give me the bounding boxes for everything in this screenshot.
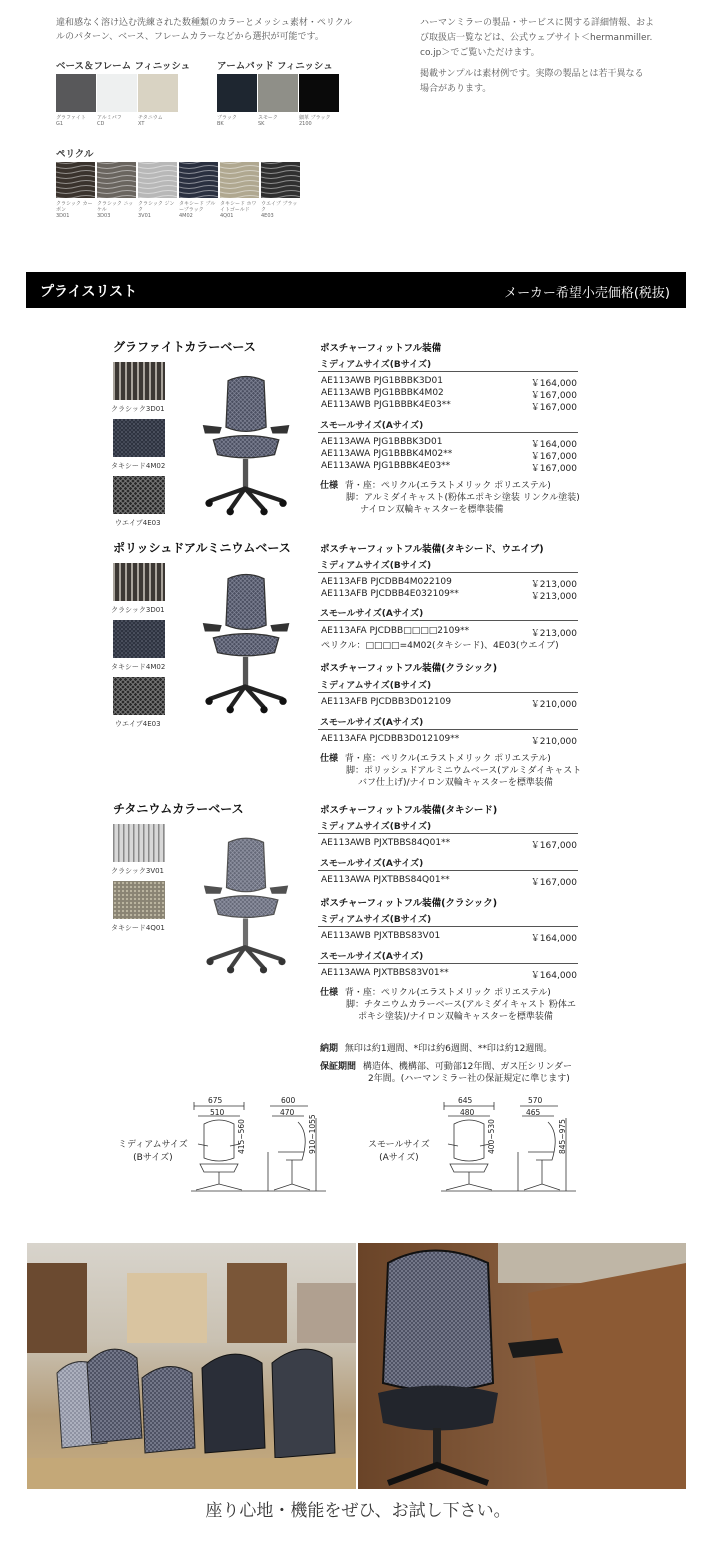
swatch-code: G1 bbox=[56, 121, 64, 127]
finish-swatch bbox=[56, 74, 96, 112]
warranty-label: 保証期間 bbox=[320, 1062, 357, 1072]
finish-swatch bbox=[138, 74, 178, 112]
chip-label: タキシード4M02 bbox=[111, 462, 166, 470]
polished-product1: ポスチャーフィットフル装備(タキシード、ウエイブ) bbox=[320, 544, 544, 555]
rule bbox=[318, 870, 578, 871]
dim-number: 465 bbox=[526, 1108, 541, 1117]
intro-left bbox=[56, 16, 396, 44]
swatch-name: チタニウム bbox=[138, 115, 163, 121]
delivery-label: 納期 bbox=[320, 1044, 339, 1054]
swatch-code: CD bbox=[97, 121, 105, 127]
chip-tuxedo-4m02 bbox=[113, 419, 165, 457]
titanium-product2: ポスチャーフィットフル装備(クラシック) bbox=[320, 898, 498, 909]
swatch-code: 3D03 bbox=[97, 213, 111, 219]
spec-line: 背・座：ペリクル(エラストメリック ポリエステル) bbox=[344, 481, 551, 491]
chip-classic-3d01 bbox=[113, 362, 165, 400]
swatch-label bbox=[220, 201, 260, 219]
swatch-name: タキシード ブルーブラック bbox=[179, 201, 216, 213]
swatch-label bbox=[261, 201, 301, 219]
chip-classic-3v01 bbox=[113, 824, 165, 862]
swatch-name: クラシック ニッケル bbox=[97, 201, 134, 213]
swatch-code: 2100 bbox=[299, 121, 312, 127]
price-list-title: プライスリスト bbox=[40, 284, 138, 300]
polished-small: スモールサイズ(Aサイズ) bbox=[320, 718, 424, 728]
intro-right bbox=[420, 16, 700, 97]
delivery bbox=[320, 1043, 552, 1055]
base-finish-title: ベース＆フレーム フィニッシュ bbox=[56, 61, 191, 72]
swatch-name: クラシック ジンク bbox=[138, 201, 175, 213]
swatch-name: 細革 ブラック bbox=[299, 115, 331, 121]
dim-number: 645 bbox=[458, 1096, 473, 1105]
titanium-medium: ミディアムサイズ(Bサイズ) bbox=[320, 915, 432, 925]
swatch-name: タキシード ホワイトゴールド bbox=[220, 201, 257, 213]
swatch-name: ウエイブ ブラック bbox=[261, 201, 298, 213]
pellicle-swatch bbox=[138, 162, 177, 198]
rule bbox=[318, 371, 578, 372]
chip-tuxedo-4q01 bbox=[113, 881, 165, 919]
swatch-label bbox=[138, 115, 178, 127]
rule bbox=[318, 729, 578, 730]
rule bbox=[318, 620, 578, 621]
dim-small-label bbox=[368, 1137, 430, 1163]
swatch-name: グラファイト bbox=[56, 115, 86, 121]
warranty-text: 構造体、機構部、可動部12年間、ガス圧シリンダー bbox=[362, 1062, 572, 1072]
chip-wave-4e03 bbox=[113, 476, 165, 514]
graphite-product: ポスチャーフィットフル装備 bbox=[320, 343, 442, 354]
polished-spec bbox=[320, 753, 551, 765]
chip-wave-4e03 bbox=[113, 677, 165, 715]
dim-label-line: ミディアムサイズ bbox=[118, 1140, 188, 1150]
spec-line: ナイロン双輪キャスターを標準装備 bbox=[360, 505, 504, 515]
chip-label: クラシック3V01 bbox=[111, 867, 165, 875]
photo-caption: 座り心地・機能をぜひ、お試し下さい。 bbox=[205, 1501, 511, 1521]
dim-number: 400~530 bbox=[487, 1119, 496, 1154]
swatch-label bbox=[299, 115, 339, 127]
spec-line: 脚：チタニウムカラーベース(アルミダイキャスト 粉体エ bbox=[346, 1000, 576, 1010]
swatch-code: 4Q01 bbox=[220, 213, 234, 219]
pellicle-swatch bbox=[179, 162, 218, 198]
spec-line: 脚：ポリッシュドアルミニウムベース(アルミダイキャスト bbox=[346, 766, 582, 776]
chip-tuxedo-4m02 bbox=[113, 620, 165, 658]
finish-swatch bbox=[97, 74, 137, 112]
swatch-code: XT bbox=[138, 121, 145, 127]
spec-label: 仕様 bbox=[320, 481, 339, 491]
swatch-code: 4M02 bbox=[179, 213, 193, 219]
warranty bbox=[320, 1061, 572, 1073]
showroom-photo-left-art bbox=[27, 1243, 356, 1489]
rule bbox=[318, 963, 578, 964]
price-list-subtitle: メーカー希望小売価格(税抜) bbox=[504, 286, 670, 301]
spec-label: 仕様 bbox=[320, 988, 339, 998]
pellicle-swatch bbox=[56, 162, 95, 198]
swatch-code: 3V01 bbox=[138, 213, 151, 219]
swatch-label bbox=[138, 201, 178, 219]
swatch-label bbox=[97, 201, 137, 219]
polished-note: ペリクル：□□□□=4M02(タキシード)、4E03(ウエイブ) bbox=[321, 641, 559, 651]
polished-medium: ミディアムサイズ(Bサイズ) bbox=[320, 561, 432, 571]
chip-label: クラシック3D01 bbox=[111, 606, 165, 614]
titanium-spec bbox=[320, 987, 551, 999]
swatch-label bbox=[179, 201, 219, 219]
pellicle-swatch bbox=[220, 162, 259, 198]
dim-number: 600 bbox=[281, 1096, 296, 1105]
dim-number: 480 bbox=[460, 1108, 475, 1117]
intro-right-line: co.jp＞でご覧いただけます。 bbox=[420, 48, 540, 58]
chip-label: タキシード4Q01 bbox=[111, 924, 165, 932]
price-list-header bbox=[26, 272, 686, 308]
swatch-label bbox=[258, 115, 298, 127]
chip-label: クラシック3D01 bbox=[111, 405, 165, 413]
swatch-label bbox=[217, 115, 257, 127]
polished-product2: ポスチャーフィットフル装備(クラシック) bbox=[320, 663, 498, 674]
dim-label-line: (Bサイズ) bbox=[133, 1153, 173, 1163]
dim-label-line: スモールサイズ bbox=[368, 1140, 430, 1150]
titanium-small: スモールサイズ(Aサイズ) bbox=[320, 859, 424, 869]
spec-line: ポキシ塗装)/ナイロン双輪キャスターを標準装備 bbox=[358, 1012, 553, 1022]
titanium-title: チタニウムカラーベース bbox=[113, 802, 244, 816]
swatch-code: SK bbox=[258, 121, 265, 127]
finish-swatch bbox=[299, 74, 339, 112]
titanium-product1: ポスチャーフィットフル装備(タキシード) bbox=[320, 805, 498, 816]
rule bbox=[318, 926, 578, 927]
swatch-code: BK bbox=[217, 121, 224, 127]
graphite-spec bbox=[320, 480, 551, 492]
polished-small: スモールサイズ(Aサイズ) bbox=[320, 609, 424, 619]
dim-number: 570 bbox=[528, 1096, 543, 1105]
titanium-medium: ミディアムサイズ(Bサイズ) bbox=[320, 822, 432, 832]
spec-line: 背・座：ペリクル(エラストメリック ポリエステル) bbox=[344, 988, 551, 998]
showroom-photo-right bbox=[358, 1243, 686, 1489]
finish-swatch bbox=[217, 74, 257, 112]
chair-polished-image bbox=[190, 566, 300, 716]
chip-label: ウエイブ4E03 bbox=[115, 519, 161, 527]
intro-right-line: び取扱店一覧などは、公式ウェブサイト＜hermanmiller. bbox=[420, 33, 653, 43]
intro-right-line: 掲載サンプルは素材例です。実際の製品とは若干異なる bbox=[420, 69, 644, 79]
swatch-label bbox=[97, 115, 137, 127]
swatch-label bbox=[56, 201, 96, 219]
spec-line: 背・座：ペリクル(エラストメリック ポリエステル) bbox=[344, 754, 551, 764]
intro-left-line: 違和感なく溶け込む洗練された数種類のカラーとメッシュ素材・ペリクル bbox=[56, 18, 353, 28]
rule bbox=[318, 572, 578, 573]
dim-number: 415~560 bbox=[237, 1119, 246, 1154]
spec-line: バフ仕上げ)/ナイロン双輪キャスターを標準装備 bbox=[358, 778, 553, 788]
pellicle-swatch bbox=[97, 162, 136, 198]
swatch-code: 4E03 bbox=[261, 213, 274, 219]
swatch-label bbox=[56, 115, 96, 127]
intro-left-line: ルのパターン、ベース、フレームカラーなどから選択が可能です。 bbox=[56, 32, 324, 42]
swatch-name: アルミパフ bbox=[97, 115, 122, 121]
dim-number: 910~1055 bbox=[308, 1114, 317, 1154]
polished-medium: ミディアムサイズ(Bサイズ) bbox=[320, 681, 432, 691]
swatch-code: 3D01 bbox=[56, 213, 70, 219]
arm-finish-title: アームパッド フィニッシュ bbox=[217, 61, 333, 72]
dim-number: 510 bbox=[210, 1108, 225, 1117]
graphite-title: グラファイトカラーベース bbox=[113, 340, 256, 354]
dim-label-line: (Aサイズ) bbox=[379, 1153, 419, 1163]
swatch-name: スモーク bbox=[258, 115, 278, 121]
warranty-text: 2年間。(ハーマンミラー社の保証規定に準じます) bbox=[368, 1074, 570, 1084]
chip-classic-3d01 bbox=[113, 563, 165, 601]
polished-title: ポリッシュドアルミニウムベース bbox=[113, 541, 291, 555]
graphite-medium: ミディアムサイズ(Bサイズ) bbox=[320, 360, 432, 370]
chair-titanium-image bbox=[192, 830, 298, 976]
spec-line: 脚：アルミダイキャスト(粉体エポキシ塗装 リンクル塗装) bbox=[346, 493, 580, 503]
showroom-photo-left bbox=[27, 1243, 356, 1489]
rule bbox=[318, 833, 578, 834]
dim-number: 470 bbox=[280, 1108, 295, 1117]
rule bbox=[318, 432, 578, 433]
chair-graphite-image bbox=[190, 368, 300, 518]
rule bbox=[318, 692, 578, 693]
swatch-name: クラシック カーボン bbox=[56, 201, 93, 213]
dim-number: 675 bbox=[208, 1096, 223, 1105]
chip-label: ウエイブ4E03 bbox=[115, 720, 161, 728]
titanium-small: スモールサイズ(Aサイズ) bbox=[320, 952, 424, 962]
spec-label: 仕様 bbox=[320, 754, 339, 764]
dim-medium-label bbox=[118, 1137, 188, 1163]
dim-number: 845~975 bbox=[558, 1119, 567, 1154]
pellicle-title: ペリクル bbox=[56, 149, 94, 160]
graphite-small: スモールサイズ(Aサイズ) bbox=[320, 421, 424, 431]
intro-right-line: 場合があります。 bbox=[420, 84, 492, 94]
intro-right-line: ハーマンミラーの製品・サービスに関する詳細情報、およ bbox=[420, 18, 655, 28]
swatch-name: ブラック bbox=[217, 115, 237, 121]
chip-label: タキシード4M02 bbox=[111, 663, 166, 671]
showroom-photo-right-art bbox=[358, 1243, 686, 1489]
pellicle-swatch bbox=[261, 162, 300, 198]
delivery-text: 無印は約1週間、*印は約6週間、**印は約12週間。 bbox=[344, 1044, 553, 1054]
finish-swatch bbox=[258, 74, 298, 112]
